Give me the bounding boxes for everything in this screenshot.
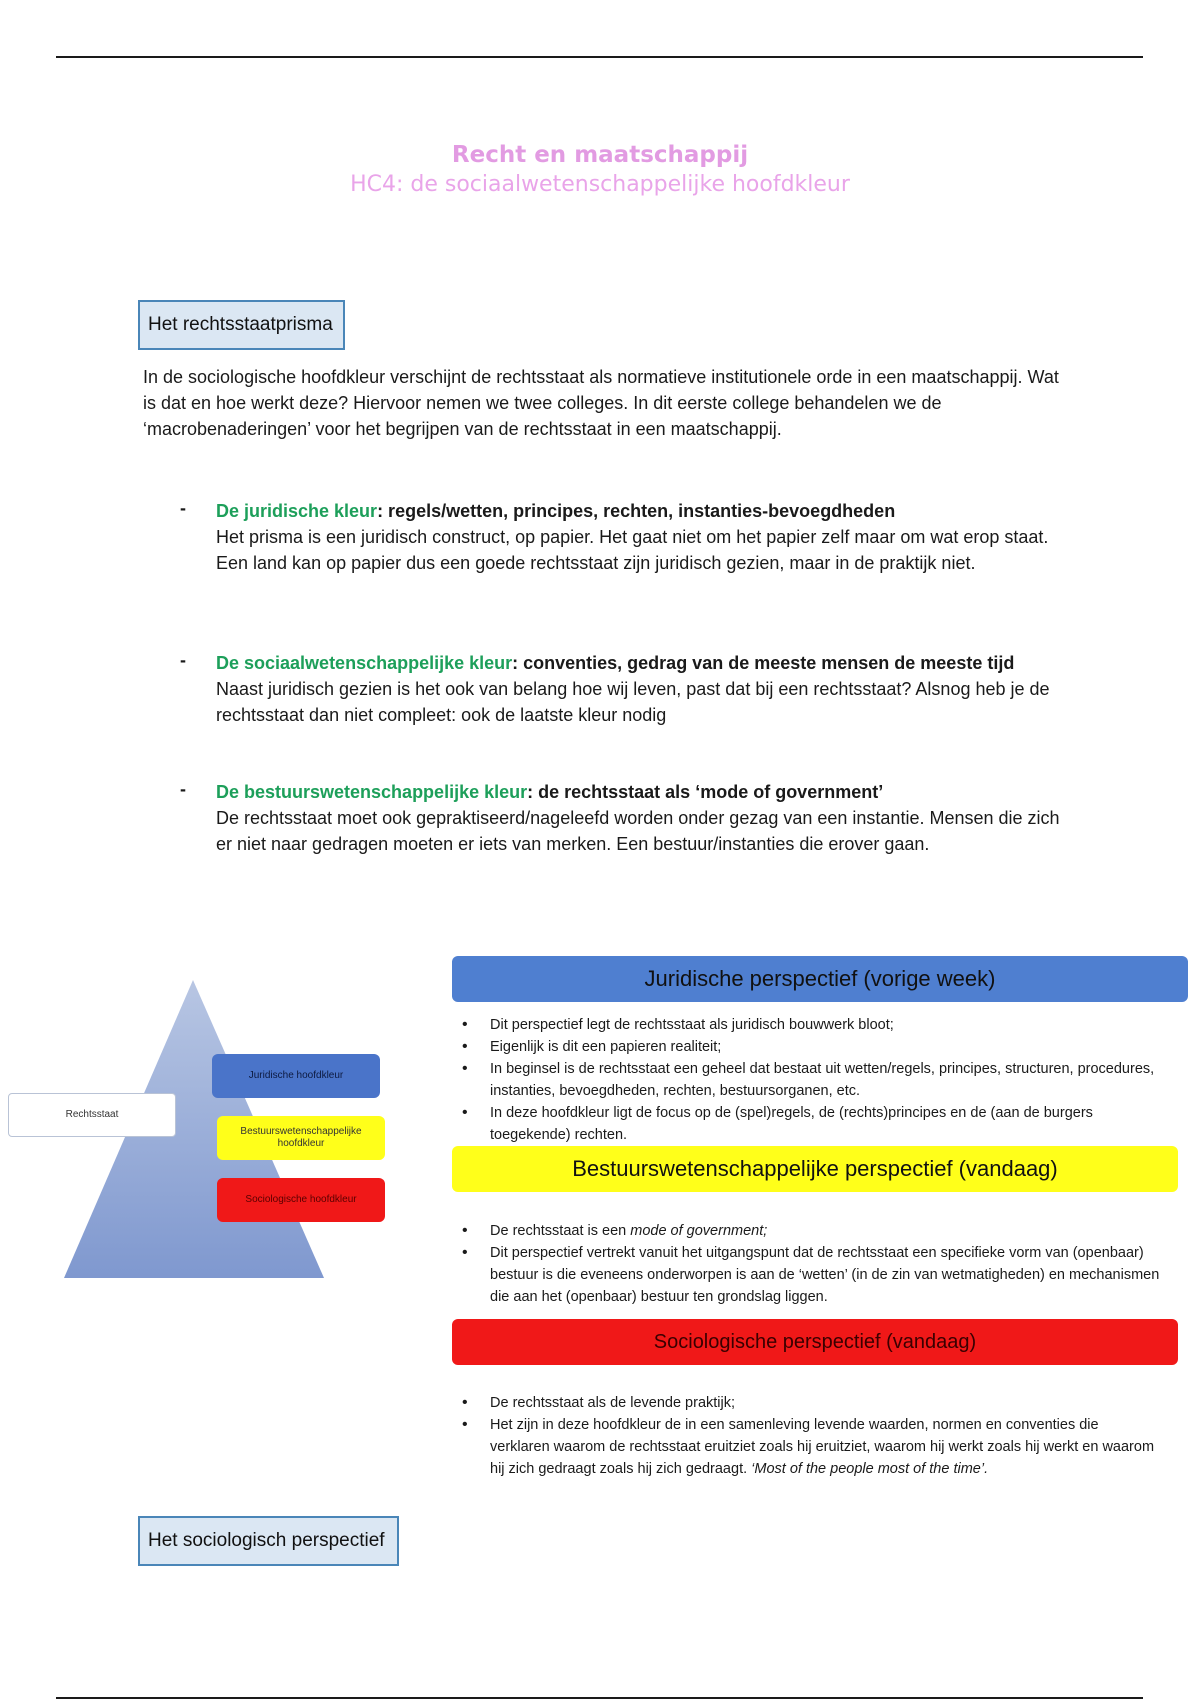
perspective-juridisch-list bbox=[460, 1014, 1160, 1146]
tier-juridische-hoofdkleur: Juridische hoofdkleur bbox=[212, 1054, 380, 1098]
perspective-sociologisch-bar: Sociologische perspectief (vandaag) bbox=[452, 1319, 1178, 1365]
list-item-italic: mode of government; bbox=[630, 1223, 768, 1239]
bottom-rule bbox=[56, 1697, 1143, 1699]
list-item: • Dit perspectief legt de rechtsstaat als juridisch bouwwerk bloot; bbox=[460, 1014, 1160, 1036]
rechtsstaat-prism-figure bbox=[0, 940, 1200, 1500]
tier-sociologische-hoofdkleur: Sociologische hoofdkleur bbox=[217, 1178, 385, 1222]
bullet-text: De rechtsstaat moet ook gepraktiseerd/nageleefd worden onder gezag van een instantie. Mensen die zich er niet naar gedragen moeten er iets van merken. Een bestuur/instanties die erover gaan. bbox=[216, 808, 1060, 854]
bullet-text: Naast juridisch gezien is het ook van belang hoe wij leven, past dat bij een rechtsstaat? Alsnog heb je de rechtsstaat dan niet compleet: ook de laatste kleur nodig bbox=[216, 679, 1050, 725]
list-item: • In beginsel is de rechtsstaat een geheel dat bestaat uit wetten/regels, principes, structuren, procedures, instanties, bevoegdheden, rechten, bestuursorganen, etc. bbox=[460, 1058, 1160, 1102]
tier-bestuurswetenschappelijke-hoofdkleur: Bestuurswetenschappelijke hoofdkleur bbox=[217, 1116, 385, 1160]
document-title: Recht en maatschappij bbox=[451, 142, 749, 168]
perspective-bestuur-list bbox=[460, 1220, 1160, 1308]
bullet-dash: - bbox=[180, 650, 186, 670]
bullet-lead-rest: : de rechtsstaat als ‘mode of government’ bbox=[527, 782, 884, 802]
perspective-juridisch-bar: Juridische perspectief (vorige week) bbox=[452, 956, 1188, 1002]
intro-paragraph: In de sociologische hoofdkleur verschijnt de rechtsstaat als normatieve institutionele orde in een maatschappij. Wat is dat en hoe werkt deze? Hiervoor nemen we twee colleges. In dit eerste college behandelen we de ‘macrobenaderingen’ voor het begrijpen van de rechtsstaat in een maatschappij. bbox=[143, 367, 1059, 439]
bullet-lead-rest: : conventies, gedrag van de meeste mensen de meeste tijd bbox=[512, 653, 1015, 673]
bullet-dash: - bbox=[180, 498, 186, 518]
document-subtitle: HC4: de sociaalwetenschappelijke hoofdkleur bbox=[350, 172, 850, 197]
bullet-lead: De sociaalwetenschappelijke kleur bbox=[216, 653, 513, 673]
list-item: • Eigenlijk is dit een papieren realiteit; bbox=[460, 1036, 1160, 1058]
rechtsstaat-label: Rechtsstaat bbox=[8, 1093, 176, 1137]
perspective-bestuur-bar: Bestuurswetenschappelijke perspectief (vandaag) bbox=[452, 1146, 1178, 1192]
section-heading-sociologisch-perspectief: Het sociologisch perspectief bbox=[138, 1516, 399, 1566]
bullet-dash: - bbox=[180, 779, 186, 799]
list-item-italic: ‘Most of the people most of the time’. bbox=[751, 1461, 989, 1477]
bullet-lead: De juridische kleur bbox=[216, 501, 378, 521]
list-item-text: De rechtsstaat is een bbox=[490, 1223, 631, 1239]
top-rule bbox=[56, 56, 1143, 58]
bullet-lead: De bestuurswetenschappelijke kleur bbox=[216, 782, 528, 802]
list-item: • In deze hoofdkleur ligt de focus op de (spel)regels, de (rechts)principes en de (aan de burgers toegekende) rechten. bbox=[460, 1102, 1160, 1146]
list-item: • De rechtsstaat als de levende praktijk; bbox=[460, 1392, 1160, 1414]
bullet-lead-rest: : regels/wetten, principes, rechten, instanties-bevoegdheden bbox=[377, 501, 896, 521]
perspective-sociologisch-list bbox=[460, 1392, 1160, 1480]
list-item bbox=[460, 1220, 1160, 1242]
list-item-text: Het zijn in deze hoofdkleur de in een samenleving levende waarden, normen en conventies die verklaren waarom de rechtsstaat eruitziet zoals hij eruitziet, waarom hij werkt zoals hij werkt en waarom hij zich gedraagt zoals hij zich gedraagt. bbox=[490, 1417, 1155, 1477]
section-heading-rechtsstaatprisma: Het rechtsstaatprisma bbox=[138, 300, 345, 350]
list-item: • Dit perspectief vertrekt vanuit het uitgangspunt dat de rechtsstaat een specifieke vorm van (openbaar) bestuur is die eveneens onderworpen is aan de ‘wetten’ (in de zin van wetmatigheden) en mechanismen die aan het (openbaar) bestuur ten grondslag liggen. bbox=[460, 1242, 1160, 1308]
bullet-text: Het prisma is een juridisch construct, op papier. Het gaat niet om het papier zelf maar om wat erop staat. Een land kan op papier dus een goede rechtsstaat zijn juridisch gezien, maar in de praktijk niet. bbox=[216, 527, 1049, 573]
list-item bbox=[460, 1414, 1160, 1480]
